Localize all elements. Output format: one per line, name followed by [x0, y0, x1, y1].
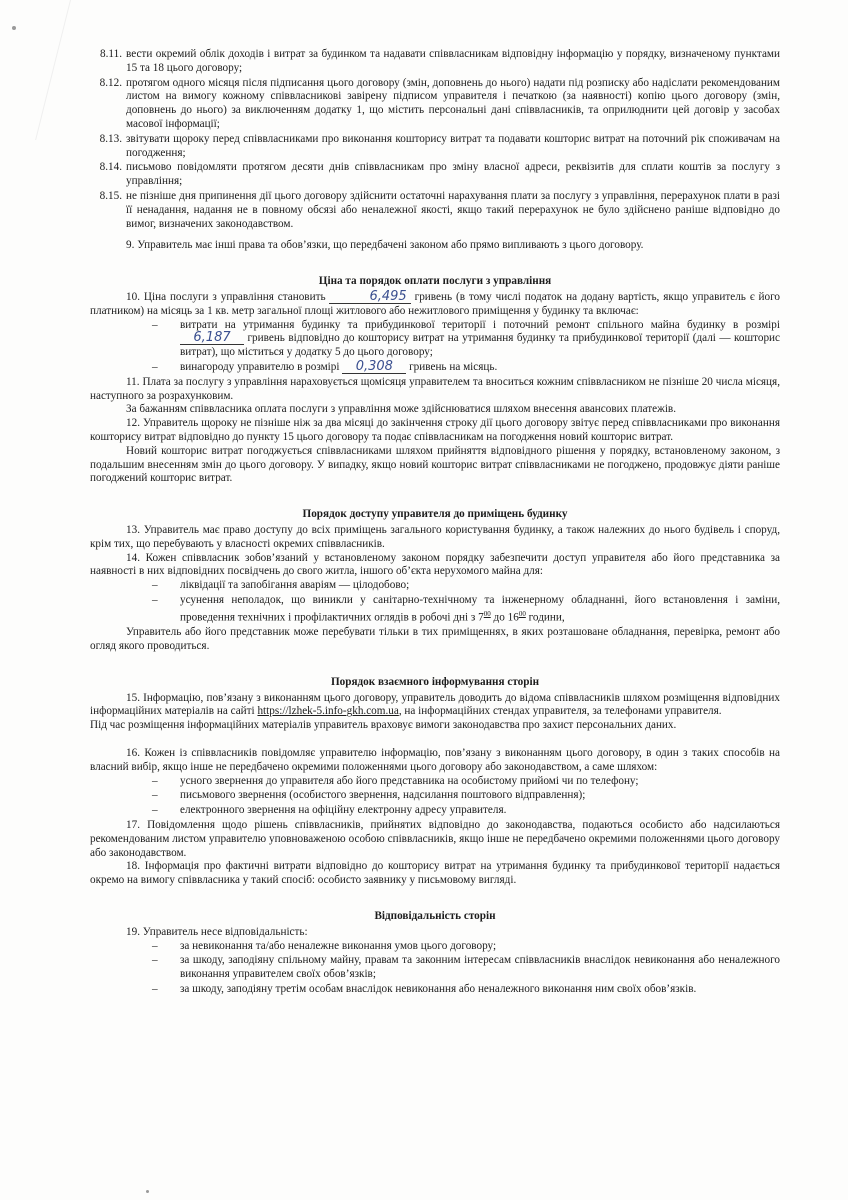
text-run: до 16 — [490, 611, 519, 624]
handwritten-maintenance-cost: 6,187 — [180, 332, 244, 345]
clause-14-note: Управитель або його представник може перебувати тільки в тих приміщеннях, в яких розташоване обладнання, перевірка, ремонт або огляд якого проводиться. — [90, 626, 780, 653]
list-item: – електронного звернення на офіційну електронну адресу управителя. — [180, 804, 780, 818]
handwritten-price: 6,495 — [329, 291, 410, 304]
clause-8-13 — [90, 133, 780, 161]
text-run: гривень на місяць. — [409, 360, 498, 373]
clause-15 — [90, 692, 780, 720]
text-run: години, — [525, 611, 565, 624]
list-item: – за шкоду, заподіяну третім особам внаслідок невиконання або неналежного виконання ним своїх обов’язків. — [180, 983, 780, 997]
section-info — [90, 676, 780, 888]
clause-19: 19. Управитель несе відповідальність: — [126, 925, 308, 938]
section-heading: Ціна та порядок оплати послуги з управління — [318, 275, 552, 288]
section-price — [90, 275, 780, 486]
superscript: 00 — [518, 609, 526, 618]
website-link[interactable]: https://lzhek-5.info-gkh.com.ua — [257, 705, 399, 718]
document-body — [90, 48, 780, 998]
clause-9: 9. Управитель має інші права та обов’язки, що передбачені законом або прямо випливають з цього договору. — [126, 239, 644, 252]
clause-8-12 — [90, 77, 780, 132]
text-run: гривень (в тому числі податок на додану вартість, якщо управитель є його платником) на місяць за 1 кв. метр загальної площі житлового або нежитлового приміщення у будинку та включає: — [90, 290, 781, 317]
clause-17: 17. Повідомлення щодо рішень співвласників, прийнятих відповідно до законодавства, подаються особисто або надсилаються рекомендованим листом управителю уповноваженою особою співвласників, якщо інше не передбачено окремими положеннями цього договору або законодавством. — [90, 818, 780, 859]
price-components-list — [90, 319, 780, 375]
list-item: – ліквідації та запобігання аваріям — цілодобово; — [180, 579, 780, 593]
text-run: , на інформаційних стендах управителя, за телефонами управителя. — [398, 705, 722, 718]
clause-number: 8.12. — [99, 76, 122, 89]
access-reasons-list — [90, 579, 780, 625]
list-item — [180, 319, 780, 360]
clauses-8 — [90, 48, 780, 231]
clause-text: письмово повідомляти протягом десяти днів співвласникам про зміну власної адреси, реквізитів для сплати коштів за послугу з управління; — [126, 161, 780, 188]
list-item: – усного звернення до управителя або його представника на особистому прийомі чи по телефону; — [180, 775, 780, 789]
list-item: – письмового звернення (особистого звернення, надсилання поштового відправлення); — [180, 789, 780, 803]
clause-11-note: За бажанням співвласника оплата послуги з управління може здійснюватися шляхом внесення авансових платежів. — [126, 403, 677, 416]
clause-8-11 — [90, 48, 780, 76]
clause-12-note: Новий кошторис витрат погоджується співвласниками шляхом прийняття відповідного рішення у порядку, встановленому законом, з подальшим внесенням змін до цього договору. У випадку, якщо новий кошторис витрат співвласниками не погоджено, продовжує діяти раніше погоджений кошторис витрат. — [90, 444, 780, 485]
clause-15-note: Під час розміщення інформаційних матеріалів управитель враховує вимоги законодавства про захист персональних даних. — [90, 719, 677, 732]
clause-11: 11. Плата за послугу з управління нараховується щомісяця управителем та вноситься кожним співвласником не пізніше 20 числа місяця, наступного за розрахунковим. — [90, 375, 780, 402]
text-run: усунення неполадок, що виникли у санітарно-технічному та інженерному обладнанні, його встановлення і заміни, проведення технічних і профілактичних оглядів в робочі дні з 7 — [180, 593, 780, 624]
text-run: витрати на утримання будинку та прибудинкової території і поточний ремонт спільного майна будинку в розмірі — [180, 318, 780, 331]
scan-dot — [12, 26, 16, 30]
text-run: винагороду управителю в розмірі — [180, 360, 340, 373]
text-run: 10. Ціна послуги з управління становить — [126, 290, 326, 303]
section-heading: Порядок доступу управителя до приміщень будинку — [302, 508, 568, 521]
list-item — [180, 594, 780, 625]
liability-list — [90, 940, 780, 997]
section-heading: Відповідальність сторін — [374, 909, 496, 922]
clause-12: 12. Управитель щороку не пізніше ніж за два місяці до закінчення строку дії цього договору звітує перед співвласниками про виконання кошторису витрат відповідно до пункту 15 цього договору та подає співвласникам на погодження новий кошторис витрат. — [90, 417, 780, 443]
clause-text: вести окремий облік доходів і витрат за будинком та надавати співвласникам відповідну інформацію у порядку, визначеному пунктами 15 та 18 цього договору; — [126, 48, 780, 74]
clause-number: 8.14. — [99, 161, 122, 174]
section-liability — [90, 910, 780, 997]
superscript: 00 — [483, 609, 491, 618]
clause-8-15 — [90, 190, 780, 231]
scan-dot — [146, 1190, 149, 1193]
section-access — [90, 508, 780, 654]
clause-18: 18. Інформація про фактичні витрати відповідно до кошторису витрат на утримання будинку та прибудинкової території надається окремо на вимогу співвласника у такий спосіб: особисто заявнику у письмовому вигляді. — [90, 860, 780, 887]
clause-10 — [90, 288, 781, 319]
clause-14: 14. Кожен співвласник зобов’язаний у встановленому законом порядку забезпечити доступ управителя або його представника за наявності в них відповідних посвідчень до свого житла, іншого об’єкта нерухомого майна для: — [90, 551, 780, 578]
text-run: гривень відповідно до кошторису витрат на утримання будинку та прибудинкової території (далі — кошторис витрат), що міститься у додатку 5 до цього договору; — [180, 332, 780, 359]
clause-16: 16. Кожен із співвласників повідомляє управителю інформацію, пов’язану з виконанням цього договору, в один з таких способів на власний вибір, якщо інше не передбачено окремими положеннями цього договору або законодавством, а саме шляхом: — [90, 747, 780, 773]
clause-number: 8.13. — [99, 132, 122, 145]
communication-methods-list — [90, 775, 780, 818]
clause-text: звітувати щороку перед співвласниками про виконання кошторису витрат та подавати кошторис витрат на поточний рік споживачам на погодження; — [126, 132, 780, 159]
list-item — [180, 358, 780, 375]
clause-8-14 — [90, 161, 780, 189]
page-fold-mark — [0, 0, 71, 140]
list-item: – за шкоду, заподіяну спільному майну, правам та законним інтересам співвласників внаслідок невиконання або неналежного виконання управителем своїх обов’язків; — [180, 954, 780, 982]
clause-text: не пізніше дня припинення дії цього договору здійснити остаточні нарахування плати за послугу з управління, перерахунок плати в разі її ненадання, надання не в повному обсязі або неналежної якості, якщо такий перерахунок не було здійснено раніше відповідно до вимог, визначених законодавством. — [126, 189, 780, 230]
clause-number: 8.15. — [99, 189, 122, 202]
clause-text: протягом одного місяця після підписання цього договору (змін, доповнень до нього) надати під розписку або надіслати рекомендованим листом на вимогу кожному співвласникові завірену підписом управителя і печаткою (за наявності) копію цього договору (змін, доповнень до нього) за виключенням додатку 1, що містить персональні дані співвласників, та оприлюднити цей договір у засобах масової інформації; — [126, 76, 780, 130]
clause-number: 8.11. — [100, 48, 122, 60]
list-item: – за невиконання та/або неналежне виконання умов цього договору; — [180, 940, 780, 954]
clause-13: 13. Управитель має право доступу до всіх приміщень загального користування будинку, а також належних до нього будівель і споруд, крім тих, що перебувають у власності окремих співвласників. — [90, 523, 780, 550]
text-run: 15. Інформацію, пов’язану з виконанням цього договору, управитель доводить до відома співвласників шляхом розміщення відповідних інформаційних матеріалів на сайті — [90, 691, 780, 718]
section-heading: Порядок взаємного інформування сторін — [330, 675, 540, 688]
handwritten-fee: 0,308 — [342, 361, 406, 374]
